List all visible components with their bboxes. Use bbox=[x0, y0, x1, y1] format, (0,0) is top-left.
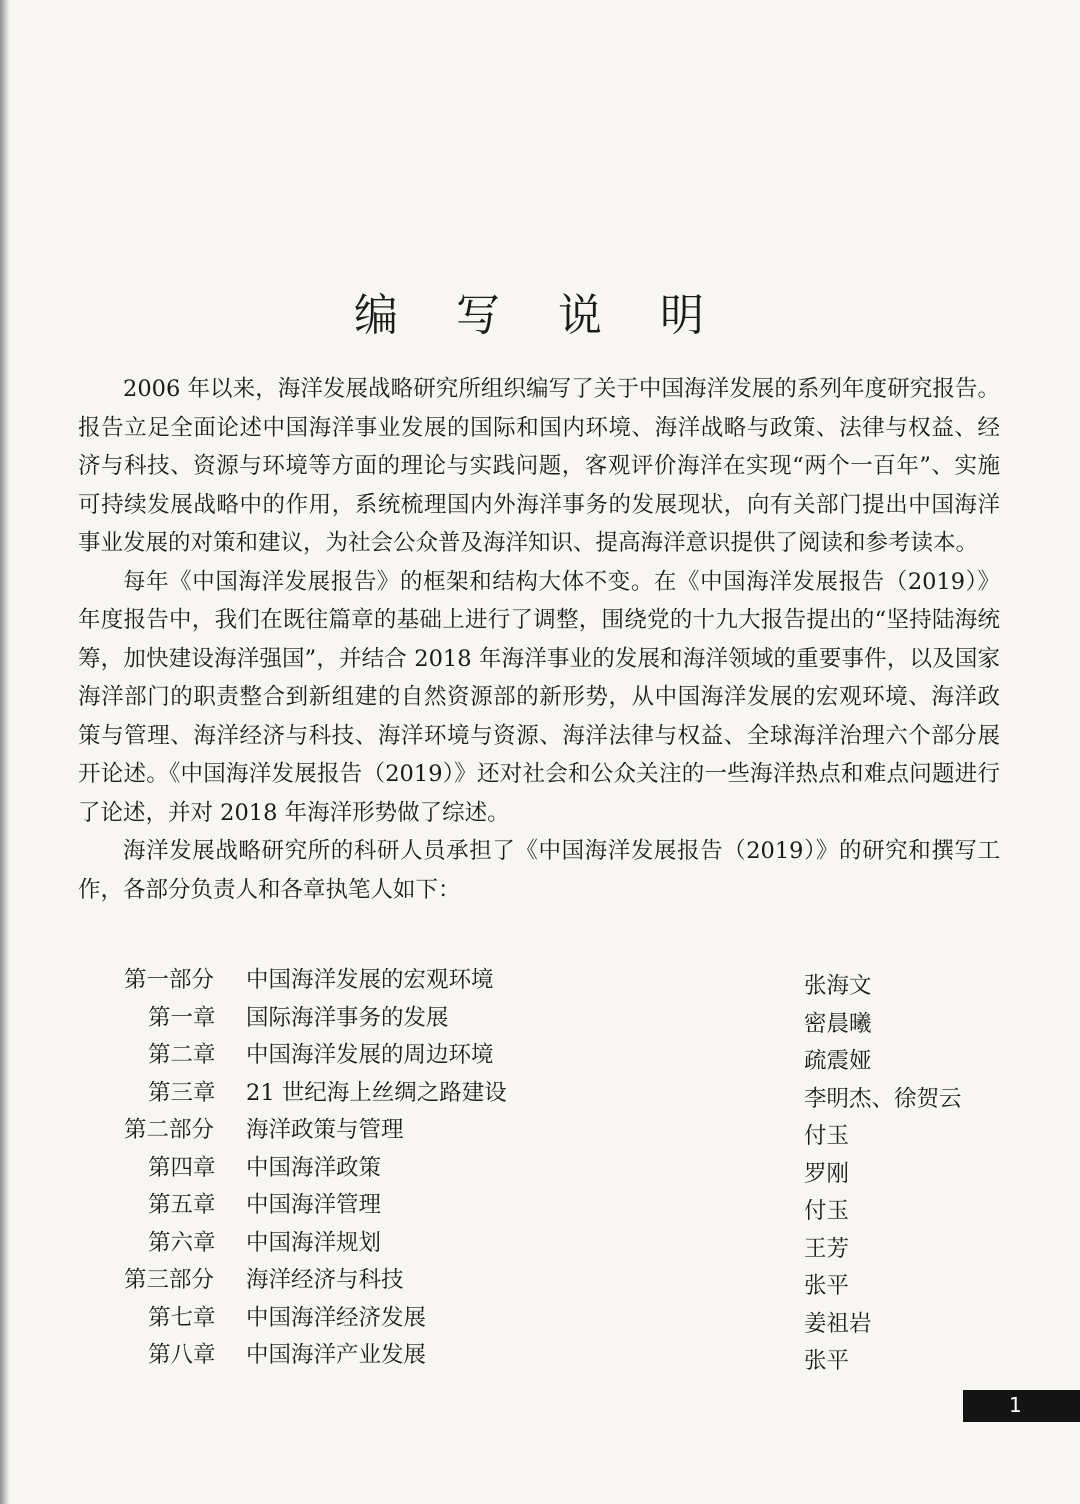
page-title: 编 写 说 明 bbox=[354, 290, 726, 342]
toc-label: 第七章 bbox=[148, 1304, 216, 1331]
toc-title: 中国海洋规划 bbox=[246, 1229, 382, 1256]
toc-row-chapter-4 bbox=[0, 1150, 1080, 1188]
toc-row-chapter-2 bbox=[0, 1037, 1080, 1075]
toc-row-chapter-7 bbox=[0, 1300, 1080, 1338]
page-number: 1 bbox=[1009, 1393, 1022, 1417]
toc-title: 中国海洋经济发展 bbox=[246, 1304, 427, 1331]
toc-row-chapter-5 bbox=[0, 1187, 1080, 1225]
toc-title: 海洋经济与科技 bbox=[246, 1267, 404, 1293]
toc-label: 第五章 bbox=[148, 1192, 216, 1218]
toc-label: 第一章 bbox=[148, 1004, 216, 1031]
toc-author: 付玉 bbox=[804, 1123, 850, 1149]
toc-author: 罗刚 bbox=[804, 1160, 850, 1187]
page-number-tab bbox=[963, 1390, 1080, 1422]
toc-author: 张平 bbox=[804, 1273, 850, 1299]
toc-author: 张海文 bbox=[804, 973, 872, 999]
toc-label: 第八章 bbox=[148, 1342, 216, 1368]
toc-author: 付玉 bbox=[804, 1198, 850, 1224]
toc-label: 第二部分 bbox=[124, 1117, 215, 1143]
toc-row-part-3 bbox=[0, 1262, 1080, 1300]
toc-title: 中国海洋发展的宏观环境 bbox=[246, 967, 494, 993]
toc-title: 中国海洋管理 bbox=[246, 1192, 382, 1218]
toc-author: 密晨曦 bbox=[804, 1010, 872, 1037]
toc-label: 第三部分 bbox=[124, 1267, 215, 1293]
body-text bbox=[78, 370, 1000, 909]
toc-title: 海洋政策与管理 bbox=[246, 1117, 404, 1143]
toc-title: 中国海洋发展的周边环境 bbox=[246, 1042, 494, 1068]
toc-label: 第六章 bbox=[148, 1229, 216, 1256]
toc-label: 第三章 bbox=[148, 1079, 216, 1106]
toc-label: 第一部分 bbox=[124, 967, 215, 993]
toc-row-chapter-3 bbox=[0, 1075, 1080, 1113]
toc-author: 张平 bbox=[804, 1348, 850, 1374]
toc-title: 国际海洋事务的发展 bbox=[246, 1004, 449, 1031]
toc-author: 王芳 bbox=[804, 1235, 850, 1262]
toc-row-chapter-8 bbox=[0, 1337, 1080, 1375]
toc-row-part-1 bbox=[0, 962, 1080, 1000]
toc-label: 第二章 bbox=[148, 1042, 216, 1068]
toc-label: 第四章 bbox=[148, 1154, 216, 1181]
toc-author: 李明杰、徐贺云 bbox=[804, 1085, 962, 1112]
paragraph-1: 2006 年以来，海洋发展战略研究所组织编写了关于中国海洋发展的系列年度研究报告。报告立足全面论述中国海洋事业发展的国际和国内环境、海洋战略与政策、法律与权益、经济与科技、资源与环境等方面的理论与实践问题，客观评价海洋在实现“两个一百年”、实施可持续发展战略中的作用，系统梳理国内外海洋事务的发展现状，向有关部门提出中国海洋事业发展的对策和建议，为社会公众普及海洋知识、提高海洋意识提供了阅读和参考读本。 bbox=[78, 376, 1000, 556]
toc-row-chapter-1 bbox=[0, 1000, 1080, 1038]
author-list bbox=[0, 962, 1080, 1375]
toc-row-chapter-6 bbox=[0, 1225, 1080, 1263]
toc-title: 中国海洋产业发展 bbox=[246, 1342, 427, 1368]
toc-title: 中国海洋政策 bbox=[246, 1154, 382, 1181]
toc-author: 姜祖岩 bbox=[804, 1310, 872, 1337]
paragraph-3: 海洋发展战略研究所的科研人员承担了《中国海洋发展报告（2019）》的研究和撰写工作，各部分负责人和各章执笔人如下： bbox=[78, 838, 1000, 903]
paragraph-2: 每年《中国海洋发展报告》的框架和结构大体不变。在《中国海洋发展报告（2019）》年度报告中，我们在既往篇章的基础上进行了调整，围绕党的十九大报告提出的“坚持陆海统筹，加快建设海洋强国”，并结合 2018 年海洋事业的发展和海洋领域的重要事件，以及国家海洋部门的职责整合到新组建的自然资源部的新形势，从中国海洋发展的宏观环境、海洋政策与管理、海洋经济与科技、海洋环境与资源、海洋法律与权益、全球海洋治理六个部分展开论述。《中国海洋发展报告（2019）》还对社会和公众关注的一些海洋热点和难点问题进行了论述，并对 2018 年海洋形势做了综述。 bbox=[78, 568, 1000, 826]
toc-title: 21 世纪海上丝绸之路建设 bbox=[246, 1079, 507, 1106]
toc-row-part-2 bbox=[0, 1112, 1080, 1150]
toc-author: 疏震娅 bbox=[804, 1048, 872, 1074]
